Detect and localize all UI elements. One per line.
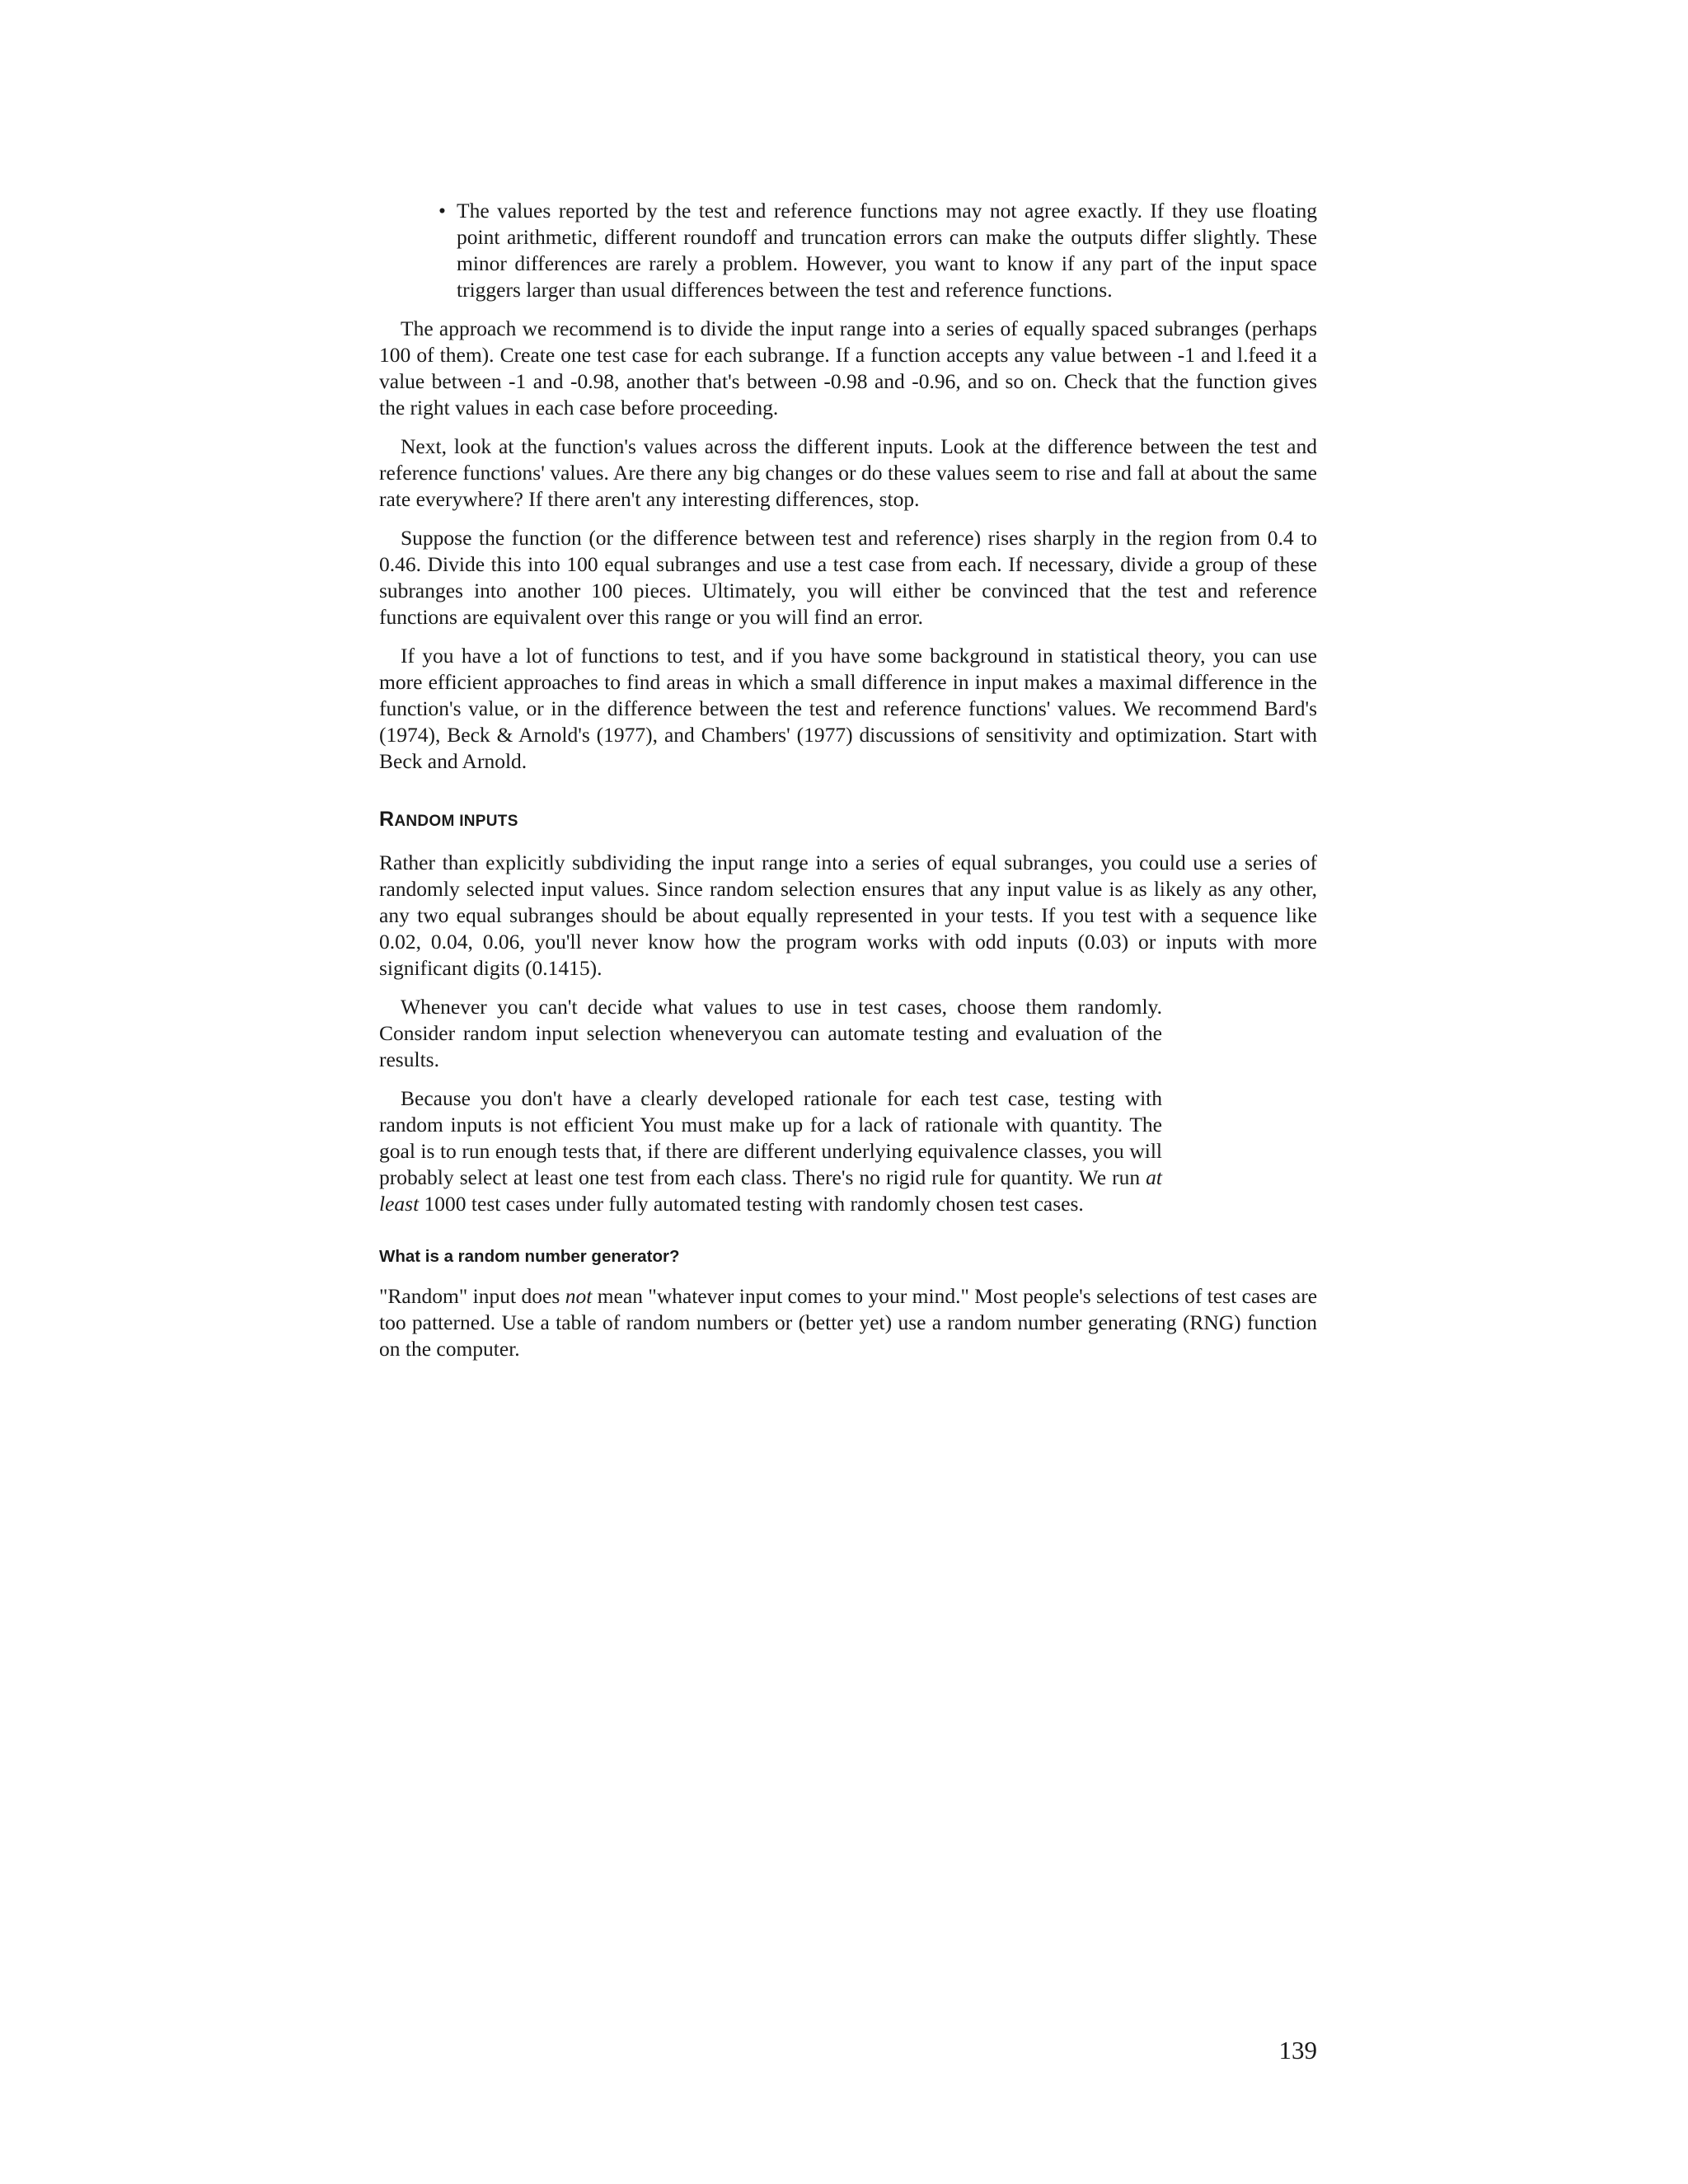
bullet-symbol: •: [438, 199, 446, 223]
paragraph-statistical-theory: If you have a lot of functions to test, and if you have some background in statistical theory, you can use more efficient approaches to find areas in which a small difference in input makes a maximal difference in the function's value, or in the difference between the test and reference functions' values. We recommend Bard's (1974), Beck & Arnold's (1977), and Chambers' (1977) discussions of sensitivity and optimization. Start with Beck and Arnold.: [379, 644, 1317, 773]
text-column: [379, 198, 1317, 1375]
paragraph-subrange-approach: The approach we recommend is to divide the input range into a series of equally spaced subranges (perhaps 100 of them). Create one test case for each subrange. If a function accepts any value between -1 and l.feed it a value between -1 and -0.98, another that's between -0.98 and -0.96, and so on. Check that the function gives the right values in each case before proceeding.: [379, 316, 1317, 419]
paragraph-random-selection: Rather than explicitly subdividing the input range into a series of equal subranges, you could use a series of randomly selected input values. Since random selection ensures that any input value is as likely as any other, any two equal subranges should be about equally represented in your tests. If you test with a sequence like 0.02, 0.04, 0.06, you'll never know how the program works with odd inputs (0.03) or inputs with more significant digits (0.1415).: [379, 851, 1317, 980]
quantity-text-after: 1000 test cases under fully automated testing with randomly chosen test cases.: [419, 1192, 1084, 1216]
bullet-item: [379, 198, 1317, 303]
paragraph-sharp-rise: Suppose the function (or the difference between test and reference) rises sharply in the region from 0.4 to 0.46. Divide this into 100 equal subranges and use a test case from each. If necessary, divide a group of these subranges into another 100 pieces. Ultimately, you will either be convinced that the test and reference functions are equivalent over this range or you will find an error.: [379, 526, 1317, 629]
subheading-rng: What is a random number generator?: [379, 1247, 680, 1266]
rng-emphasis: not: [565, 1284, 593, 1308]
paragraph-function-values: Next, look at the function's values across the different inputs. Look at the difference between the test and reference functions' values. Are there any big changes or do these values seem to rise and fall at about the same rate everywhere? If there aren't any interesting differences, stop.: [379, 434, 1317, 511]
bullet-text: The values reported by the test and reference functions may not agree exactly. If they use floating point arithmetic, different roundoff and truncation errors can make the outputs differ slightly. These minor differences are rarely a problem. However, you want to know if any part of the input space triggers larger than usual differences between the test and reference functions.: [457, 199, 1317, 302]
heading-rest: ANDOM INPUTS: [394, 813, 518, 830]
heading-initial: R: [379, 808, 395, 831]
rng-text-before: "Random" input does: [379, 1284, 565, 1308]
section-heading-random-inputs: [379, 806, 1317, 835]
page-number: 139: [1278, 2036, 1317, 2064]
paragraph-rng: [379, 1283, 1317, 1362]
paragraph-quantity: [379, 1085, 1162, 1217]
rng-text-after: mean "whatever input comes to your mind." Most people's selections of test cases are too patterned. Use a table of random numbers or (better yet) use a random number generating (RNG) function on the computer.: [379, 1284, 1318, 1361]
quantity-emphasis: at least: [379, 1165, 1162, 1216]
quantity-text-before: Because you don't have a clearly developed rationale for each test case, testing with random inputs is not efficient You must make up for a lack of rationale with quantity. The goal is to run enough tests that, if there are different underlying equivalence classes, you will probably select at least one test from each class. There's no rigid rule for quantity. We run: [379, 1086, 1162, 1189]
paragraph-choose-randomly: Whenever you can't decide what values to use in test cases, choose them randomly. Consider random input selection wheneveryou can automate testing and evaluation of the results.: [379, 995, 1162, 1071]
